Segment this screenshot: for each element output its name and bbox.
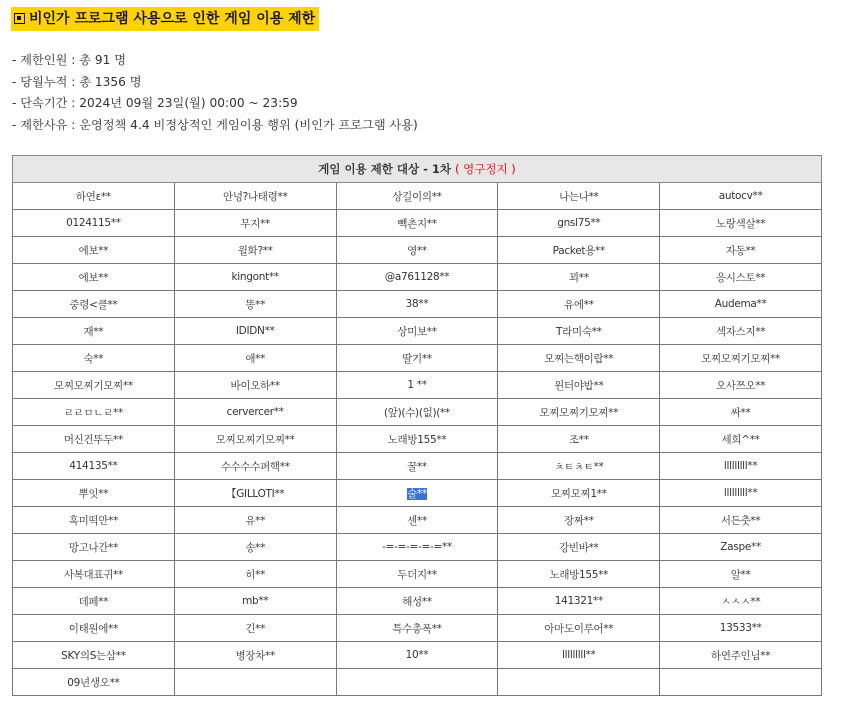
table-row xyxy=(13,426,822,453)
user-id-text: 응시스토** xyxy=(715,271,766,284)
user-id-text: 딸기** xyxy=(402,352,432,365)
user-cell xyxy=(174,183,336,210)
user-cell xyxy=(13,615,175,642)
user-cell xyxy=(336,318,498,345)
user-cell xyxy=(498,588,660,615)
user-id-text: -=-=-=-=-=** xyxy=(382,541,452,553)
user-cell xyxy=(660,534,822,561)
user-cell xyxy=(13,399,175,426)
user-id-text: lllllllll** xyxy=(723,487,758,499)
user-cell xyxy=(13,372,175,399)
user-cell xyxy=(174,669,336,696)
user-id-text: 두더지** xyxy=(397,568,437,581)
notice-title-text: 비인가 프로그램 사용으로 인한 게임 이용 제한 xyxy=(29,11,316,27)
user-cell xyxy=(174,561,336,588)
notice-info-list xyxy=(12,50,418,136)
user-cell xyxy=(13,237,175,264)
user-id-text: SKY의S는삼** xyxy=(61,649,126,662)
user-cell xyxy=(336,372,498,399)
user-cell xyxy=(498,534,660,561)
user-id-text: 수수수수퍼핵** xyxy=(220,460,290,473)
user-id-text: lllllllll** xyxy=(562,649,596,661)
user-id-text: 데페** xyxy=(78,595,109,608)
table-row xyxy=(13,615,822,642)
user-id-text: 꾀** xyxy=(568,271,589,284)
user-cell xyxy=(498,210,660,237)
user-cell xyxy=(336,561,498,588)
user-cell xyxy=(174,453,336,480)
user-cell xyxy=(336,534,498,561)
user-cell xyxy=(660,642,822,669)
user-id-text: 송** xyxy=(245,541,266,554)
user-cell xyxy=(13,642,175,669)
user-id-text: 에보** xyxy=(78,244,109,257)
user-id-text: lllllllll** xyxy=(723,460,758,472)
user-id-text: 아마도이루어** xyxy=(544,622,614,635)
user-id-text: 노래방155** xyxy=(387,433,447,446)
user-cell xyxy=(174,480,336,507)
user-cell xyxy=(336,264,498,291)
user-id-text: 모찌모찌기모찌** xyxy=(701,352,780,365)
user-id-text: 센** xyxy=(407,514,427,527)
permanent-ban-label: ( 영구정지 ) xyxy=(455,162,516,176)
table-header-title: 게임 이용 제한 대상 - 1차 xyxy=(318,162,452,176)
user-cell xyxy=(174,291,336,318)
user-id-text: 하연주인님** xyxy=(711,649,771,662)
table-header-row xyxy=(13,156,822,183)
user-cell xyxy=(336,615,498,642)
user-id-text: 유에** xyxy=(563,298,594,311)
user-cell xyxy=(660,480,822,507)
user-id-text: 숙** xyxy=(83,352,104,365)
user-cell xyxy=(660,561,822,588)
user-cell xyxy=(336,588,498,615)
user-cell xyxy=(660,399,822,426)
user-id-text: 섹자스지** xyxy=(715,325,766,338)
user-cell xyxy=(660,669,822,696)
table-row xyxy=(13,183,822,210)
user-id-text: Packet용** xyxy=(552,244,605,257)
user-id-text: 38** xyxy=(405,298,429,310)
user-id-text: IDIDN** xyxy=(235,325,275,337)
table-row xyxy=(13,534,822,561)
user-cell xyxy=(336,210,498,237)
user-cell xyxy=(660,318,822,345)
user-cell xyxy=(336,399,498,426)
user-id-text: 병장차** xyxy=(235,649,275,662)
user-cell xyxy=(336,183,498,210)
user-cell xyxy=(13,345,175,372)
user-cell xyxy=(498,615,660,642)
user-cell xyxy=(174,615,336,642)
user-id-text: 망고나간** xyxy=(68,541,119,554)
user-id-text: 상길이의** xyxy=(392,190,442,203)
user-id-text: autocv** xyxy=(718,190,763,202)
table-row xyxy=(13,453,822,480)
info-restricted-count: - 제한인원 : 총 91 명 xyxy=(12,53,127,67)
user-id-text: Zaspe** xyxy=(720,541,761,553)
user-cell xyxy=(13,426,175,453)
table-row xyxy=(13,318,822,345)
user-id-text: 해성** xyxy=(402,595,432,608)
user-cell xyxy=(13,588,175,615)
user-cell xyxy=(13,507,175,534)
user-cell xyxy=(498,291,660,318)
user-cell xyxy=(660,615,822,642)
user-id-text: ㅅㅅㅅ** xyxy=(720,595,761,608)
user-id-text: 사복대표귀** xyxy=(63,568,123,581)
user-cell xyxy=(498,507,660,534)
info-enforcement-period: - 단속기간 : 2024년 09월 23일(월) 00:00 ~ 23:59 xyxy=(12,96,298,110)
info-monthly-total: - 당월누적 : 총 1356 명 xyxy=(12,74,142,89)
user-id-text: gnsl75** xyxy=(557,217,601,229)
user-id-text: 강빈바** xyxy=(559,541,599,554)
user-id-text: 이태원에** xyxy=(68,622,119,635)
user-id-text: 노랑색살** xyxy=(715,217,766,230)
user-cell xyxy=(498,318,660,345)
info-restriction-reason: - 제한사유 : 운영정책 4.4 비정상적인 게임이용 행위 (비인가 프로그램 사용) xyxy=(12,117,418,132)
user-id-text: (앞)(수)(없)(** xyxy=(383,406,450,419)
user-id-text: 애** xyxy=(245,352,266,365)
restricted-users-table xyxy=(12,155,822,696)
user-cell xyxy=(498,426,660,453)
user-cell xyxy=(13,291,175,318)
user-id-text: 특수총폭** xyxy=(392,622,442,635)
user-id-text: 조** xyxy=(568,433,589,446)
table-body xyxy=(13,183,822,696)
user-id-text: 장짜** xyxy=(563,514,594,527)
user-id-text: 나는나** xyxy=(559,190,599,203)
user-cell xyxy=(174,426,336,453)
user-id-text: 흑미떡만** xyxy=(68,514,119,527)
table-row xyxy=(13,507,822,534)
user-cell xyxy=(13,210,175,237)
table-row xyxy=(13,291,822,318)
table-row xyxy=(13,399,822,426)
user-id-text: T라미숙** xyxy=(556,325,602,338)
user-cell xyxy=(498,669,660,696)
user-cell xyxy=(660,291,822,318)
user-id-text: 윌화?** xyxy=(237,244,273,257)
user-id-text: 모찌모찌기모찌** xyxy=(53,379,133,392)
table-row xyxy=(13,372,822,399)
user-cell xyxy=(498,183,660,210)
user-cell xyxy=(13,183,175,210)
user-id-text: 모찌모찌기모찌** xyxy=(539,406,619,419)
user-id-text: 1 ** xyxy=(407,379,427,391)
user-id-text: 【GILLOTI** xyxy=(226,487,285,500)
table-row xyxy=(13,345,822,372)
user-id-text: Audema** xyxy=(714,298,767,310)
user-id-text: 모찌모찌1** xyxy=(550,487,607,500)
user-id-text: ㄹㄹㅁㄴㄹ** xyxy=(63,406,123,419)
user-id-text: 세희^** xyxy=(721,433,760,446)
user-id-text: 오사쯔오** xyxy=(715,379,766,392)
square-bullet-icon xyxy=(14,13,25,24)
user-id-text: 꿀** xyxy=(407,460,427,473)
user-cell xyxy=(13,534,175,561)
user-cell xyxy=(174,264,336,291)
table-row xyxy=(13,642,822,669)
user-cell xyxy=(13,318,175,345)
user-id-text: 0124115** xyxy=(66,217,121,229)
user-id-text: 중령<클** xyxy=(69,298,118,311)
user-id-text: 09년생오** xyxy=(67,676,120,689)
user-cell xyxy=(174,345,336,372)
user-id-text: 재** xyxy=(83,325,104,338)
user-id-text: 바이오하** xyxy=(230,379,280,392)
user-id-text: 윈터야밥** xyxy=(554,379,604,392)
table-row xyxy=(13,561,822,588)
user-cell xyxy=(174,642,336,669)
user-id-text: mb** xyxy=(242,595,269,607)
user-cell xyxy=(336,291,498,318)
user-id-text: 141321** xyxy=(554,595,603,607)
user-cell xyxy=(336,345,498,372)
table-row xyxy=(13,264,822,291)
table-row xyxy=(13,210,822,237)
user-id-text: 알** xyxy=(730,568,751,581)
user-cell xyxy=(498,480,660,507)
user-cell xyxy=(660,453,822,480)
user-cell xyxy=(498,264,660,291)
user-cell xyxy=(174,210,336,237)
table-row xyxy=(13,480,822,507)
user-cell xyxy=(336,426,498,453)
user-cell xyxy=(174,534,336,561)
user-cell xyxy=(660,210,822,237)
user-id-text: 13533** xyxy=(719,622,762,634)
user-id-text: 서든춧** xyxy=(720,514,761,527)
user-id-text: 노래방155** xyxy=(549,568,609,581)
user-cell xyxy=(13,453,175,480)
user-id-text: @a761128** xyxy=(384,271,450,283)
user-cell xyxy=(336,669,498,696)
user-cell xyxy=(13,669,175,696)
user-cell xyxy=(174,588,336,615)
user-cell xyxy=(660,237,822,264)
user-cell xyxy=(498,372,660,399)
user-id-text: kingont** xyxy=(231,271,279,283)
user-id-text: cervercer** xyxy=(226,406,284,418)
user-cell xyxy=(13,264,175,291)
user-id-text: 똥** xyxy=(245,298,266,311)
user-cell xyxy=(660,183,822,210)
user-id-text: 안녕?나태령** xyxy=(223,190,288,203)
user-cell xyxy=(13,561,175,588)
user-cell xyxy=(174,507,336,534)
user-cell xyxy=(660,426,822,453)
user-id-text: 에보** xyxy=(78,271,109,284)
user-cell xyxy=(660,588,822,615)
user-cell xyxy=(336,507,498,534)
user-id-text: 자동** xyxy=(725,244,756,257)
user-cell xyxy=(336,237,498,264)
user-cell xyxy=(336,480,498,507)
user-cell xyxy=(174,399,336,426)
user-cell xyxy=(660,372,822,399)
user-id-text: 히** xyxy=(245,568,266,581)
user-id-text: 싸** xyxy=(730,406,751,419)
user-id-text: 빽촌지** xyxy=(397,217,437,230)
user-cell xyxy=(174,318,336,345)
table-header xyxy=(13,156,822,183)
user-id-text: 긴** xyxy=(245,622,266,635)
user-cell xyxy=(498,399,660,426)
user-id-text: 머신건뚜두** xyxy=(63,433,123,446)
user-cell xyxy=(660,345,822,372)
user-cell xyxy=(174,237,336,264)
user-cell xyxy=(660,264,822,291)
notice-title xyxy=(11,7,319,31)
user-id-text: 414135** xyxy=(69,460,118,472)
user-id-text: 무지** xyxy=(240,217,270,230)
user-id-text: 모찌모찌기모찌** xyxy=(215,433,295,446)
user-id-text: 하연ε** xyxy=(75,190,111,203)
user-cell xyxy=(498,561,660,588)
user-cell xyxy=(498,642,660,669)
user-cell xyxy=(336,453,498,480)
user-id-text: ㅊㅌㅊㅌ** xyxy=(554,460,604,473)
table-row xyxy=(13,237,822,264)
user-id-text: 술** xyxy=(407,487,427,500)
user-cell xyxy=(498,345,660,372)
user-cell xyxy=(13,480,175,507)
user-id-text: 유** xyxy=(245,514,266,527)
user-id-text: 10** xyxy=(405,649,429,661)
user-id-text: 상미보** xyxy=(397,325,437,338)
user-id-text: 모찌는핵이랍** xyxy=(544,352,614,365)
user-id-text: 영** xyxy=(407,244,427,257)
user-cell xyxy=(498,237,660,264)
user-cell xyxy=(336,642,498,669)
user-id-text: 뿌잇** xyxy=(78,487,109,500)
table-row xyxy=(13,588,822,615)
user-cell xyxy=(174,372,336,399)
user-cell xyxy=(660,507,822,534)
table-row xyxy=(13,669,822,696)
user-cell xyxy=(498,453,660,480)
